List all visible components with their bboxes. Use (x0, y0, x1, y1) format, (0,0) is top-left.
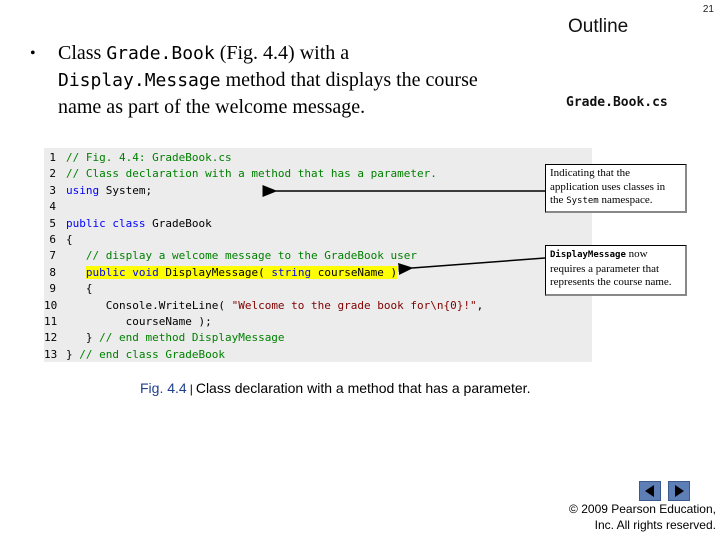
code-keyword: string (271, 265, 312, 279)
line-number: 8 (49, 265, 56, 279)
callout-text: now requires a parameter that represents the course name. (550, 248, 672, 288)
line-number: 10 (44, 298, 58, 312)
callout-text: Indicating that the application uses classes in the (550, 167, 666, 206)
code-keyword: public void (85, 265, 159, 279)
code-comment: // display a welcome message to the GradeBook user (66, 249, 417, 263)
code-text: GradeBook (145, 216, 212, 230)
callout-text: namespace. (598, 194, 653, 206)
bullet-text-4: name as part of the welcome message. (58, 96, 366, 118)
file-name: Grade.Book.cs (566, 95, 668, 110)
copyright-line-1: © 2009 Pearson Education, (569, 502, 716, 516)
callout-parameter (545, 245, 687, 296)
bullet-mono-1: Grade.Book (106, 43, 215, 64)
caption-text: Class declaration with a method that has a parameter. (195, 380, 531, 396)
triangle-right-icon (669, 482, 689, 500)
line-number: 6 (49, 233, 56, 246)
code-text: courseName ); (66, 315, 212, 328)
code-keyword: public class (66, 216, 146, 230)
callout-arrow-2 (412, 258, 545, 268)
code-text: { (66, 282, 93, 296)
code-comment: // end class GradeBook (79, 347, 225, 361)
line-number: 1 (49, 151, 56, 164)
code-text: courseName ) (311, 265, 398, 279)
line-number: 12 (44, 331, 58, 345)
line-number: 3 (49, 183, 56, 197)
code-text: DisplayMessage( (158, 265, 272, 279)
bullet-text-3: method that displays the course (220, 69, 478, 91)
code-keyword: using (66, 183, 100, 197)
page-number: 21 (702, 4, 714, 15)
code-comment: // Class declaration with a method that has a parameter. (66, 167, 437, 181)
code-comment: // end method DisplayMessage (99, 331, 285, 345)
previous-slide-button[interactable] (639, 481, 661, 501)
code-text: { (66, 233, 73, 246)
triangle-left-icon (640, 482, 660, 500)
code-comment: // Fig. 4.4: GradeBook.cs (66, 151, 232, 164)
caption-separator: | (189, 382, 193, 396)
line-number: 2 (49, 167, 56, 181)
outline-label: Outline (568, 16, 629, 37)
code-text: , (476, 298, 484, 312)
callout-mono: DisplayMessage (550, 250, 626, 260)
callout-mono: System (566, 196, 599, 206)
line-number: 5 (49, 216, 56, 230)
copyright-line-2: Inc. All rights reserved. (594, 518, 716, 532)
code-string: "Welcome to the grade book for\n{0}!" (231, 298, 477, 312)
code-text: } (66, 347, 80, 361)
bullet-text-1: Class (58, 42, 107, 64)
copyright-notice (520, 501, 716, 533)
code-text: } (66, 331, 100, 345)
bullet-mono-2: Display.Message (58, 70, 221, 91)
bullet-text-2: (Fig. 4.4) with a (214, 42, 350, 64)
code-text: System; (99, 183, 153, 197)
figure-caption (140, 380, 530, 396)
callout-namespace (545, 164, 687, 213)
line-number: 4 (49, 200, 56, 214)
bullet-dot-icon: • (30, 45, 36, 62)
figure-number: Fig. 4.4 (140, 380, 187, 396)
line-number: 11 (44, 315, 58, 328)
line-number: 13 (44, 347, 58, 361)
next-slide-button[interactable] (668, 481, 690, 501)
line-number: 9 (49, 282, 56, 296)
code-text: Console.WriteLine( (66, 298, 232, 312)
line-number: 7 (49, 249, 56, 263)
